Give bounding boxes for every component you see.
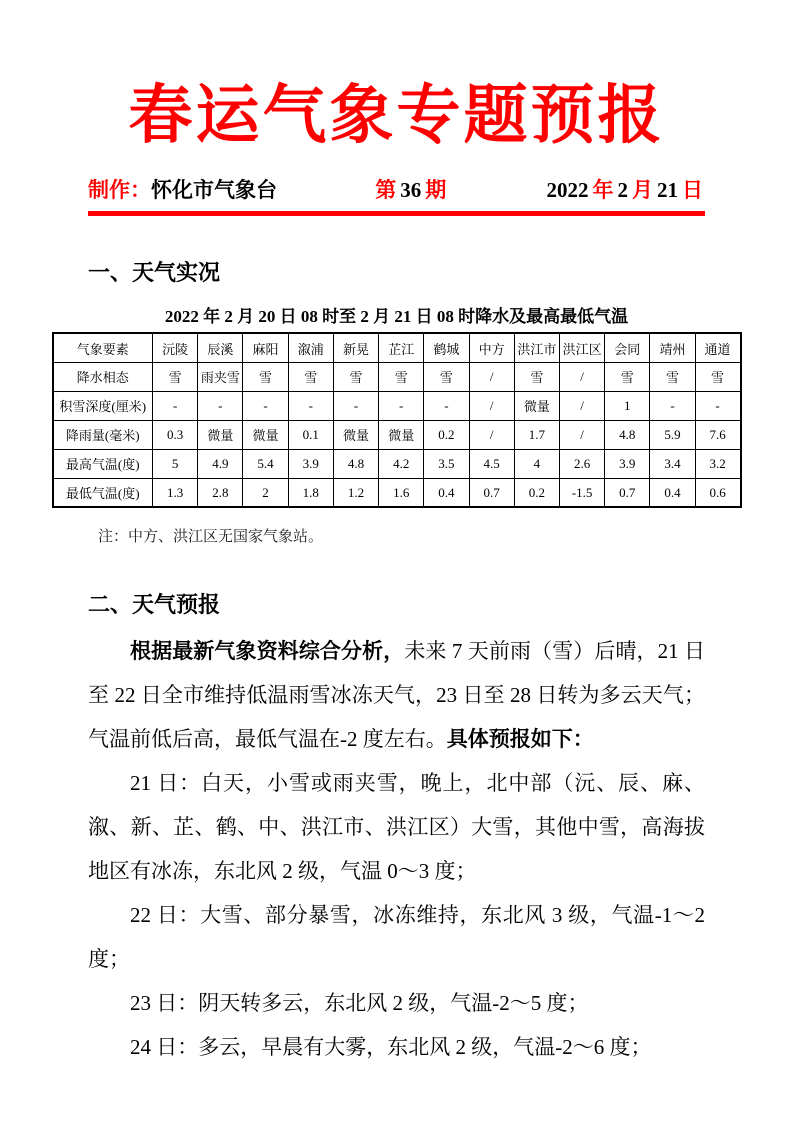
meta-row (88, 177, 705, 204)
data-cell: 0.4 (424, 478, 469, 507)
row-label-cell: 最低气温(度) (53, 478, 153, 507)
date-month: 2 (617, 177, 628, 202)
issue-number (373, 177, 448, 204)
data-cell: 3.9 (288, 449, 333, 478)
data-cell: 0.3 (153, 420, 198, 449)
header-cell: 靖州 (650, 333, 695, 362)
data-cell: 3.4 (650, 449, 695, 478)
table-row (53, 420, 741, 449)
section2-heading: 二、天气预报 (88, 592, 221, 618)
data-cell: 0.2 (514, 478, 559, 507)
data-cell: 5 (153, 449, 198, 478)
row-label-cell: 最高气温(度) (53, 449, 153, 478)
producer (88, 177, 277, 204)
data-cell: 0.4 (650, 478, 695, 507)
data-cell: 微量 (333, 420, 378, 449)
forecast-day-21: 21 日：白天，小雪或雨夹雪，晚上，北中部（沅、辰、麻、溆、新、芷、鹤、中、洪江市、洪江区）大雪，其他中雪，高海拔地区有冰冻，东北风 2 级，气温 0～3 度； (88, 770, 705, 883)
data-cell: 2.6 (559, 449, 604, 478)
data-cell: / (559, 420, 604, 449)
header-cell: 通道 (695, 333, 740, 362)
weather-table (52, 332, 742, 508)
header-cell: 鹤城 (424, 333, 469, 362)
data-cell: -1.5 (559, 478, 604, 507)
section1-heading: 一、天气实况 (88, 260, 221, 286)
header-cell: 洪江市 (514, 333, 559, 362)
data-cell: - (695, 391, 740, 420)
data-cell: 雪 (333, 362, 378, 391)
data-cell: 4 (514, 449, 559, 478)
data-cell: 微量 (198, 420, 243, 449)
data-cell: 3.9 (605, 449, 650, 478)
forecast-intro (88, 629, 705, 761)
date-month-unit: 月 (632, 177, 653, 202)
data-cell: / (469, 420, 514, 449)
table-row (53, 362, 741, 391)
table-note: 注：中方、洪江区无国家气象站。 (98, 529, 324, 546)
header-cell: 芷江 (379, 333, 424, 362)
data-cell: 0.2 (424, 420, 469, 449)
data-cell: 雪 (153, 362, 198, 391)
data-cell: 5.4 (243, 449, 288, 478)
header-cell: 沅陵 (153, 333, 198, 362)
data-cell: 1.7 (514, 420, 559, 449)
page-title: 春运气象专题预报 (128, 80, 665, 151)
header-cell: 溆浦 (288, 333, 333, 362)
header-cell: 辰溪 (198, 333, 243, 362)
data-cell: 1.8 (288, 478, 333, 507)
forecast-body (88, 629, 705, 1069)
table-header-row (53, 333, 741, 362)
header-cell: 麻阳 (243, 333, 288, 362)
date-year-unit: 年 (592, 177, 614, 202)
table-row (53, 391, 741, 420)
data-cell: 4.8 (605, 420, 650, 449)
data-cell: 2 (243, 478, 288, 507)
data-cell: 微量 (379, 420, 424, 449)
issue-date (545, 177, 706, 204)
table-section (52, 302, 742, 508)
data-cell: 2.8 (198, 478, 243, 507)
data-cell: 微量 (514, 391, 559, 420)
data-cell: 5.9 (650, 420, 695, 449)
header-cell: 会同 (605, 333, 650, 362)
header-cell: 洪江区 (559, 333, 604, 362)
data-cell: 0.7 (605, 478, 650, 507)
producer-label: 制作： (88, 177, 151, 202)
data-cell: 4.9 (198, 449, 243, 478)
data-cell: 1.2 (333, 478, 378, 507)
data-cell: 雪 (650, 362, 695, 391)
table-row (53, 449, 741, 478)
data-cell: 0.7 (469, 478, 514, 507)
data-cell: - (333, 391, 378, 420)
row-label-cell: 降雨量(毫米) (53, 420, 153, 449)
data-cell: 1.6 (379, 478, 424, 507)
forecast-intro-text: 未来 7 天前雨（雪）后晴，21 日至 22 日全市维持低温雨雪冰冻天气，23 日至 28 日转为多云天气；气温前低后高，最低气温在-2 度左右。 (88, 638, 706, 751)
data-cell: / (559, 362, 604, 391)
issue-suffix: 期 (425, 177, 447, 202)
issue-value: 36 (400, 177, 422, 202)
data-cell: - (288, 391, 333, 420)
data-cell: - (198, 391, 243, 420)
data-cell: 4.5 (469, 449, 514, 478)
row-label-cell: 降水相态 (53, 362, 153, 391)
date-day-unit: 日 (682, 177, 703, 202)
table-title: 2022 年 2 月 20 日 08 时至 2 月 21 日 08 时降水及最高最低气温 (164, 307, 629, 327)
data-cell: 1.3 (153, 478, 198, 507)
data-cell: 雪 (379, 362, 424, 391)
data-cell: 4.8 (333, 449, 378, 478)
data-cell: 微量 (243, 420, 288, 449)
data-cell: 雪 (288, 362, 333, 391)
row-label-cell: 积雪深度(厘米) (53, 391, 153, 420)
data-cell: / (469, 362, 514, 391)
issue-prefix: 第 (375, 177, 397, 202)
data-cell: - (153, 391, 198, 420)
date-year: 2022 (546, 177, 589, 202)
forecast-day-22: 22 日：大雪、部分暴雪，冰冻维持，东北风 3 级，气温-1～2 度； (88, 902, 705, 971)
data-cell: / (469, 391, 514, 420)
data-cell: 雪 (605, 362, 650, 391)
data-cell: - (379, 391, 424, 420)
data-cell: - (424, 391, 469, 420)
header-cell: 新晃 (333, 333, 378, 362)
header-cell: 中方 (469, 333, 514, 362)
table-row (53, 478, 741, 507)
data-cell: 0.6 (695, 478, 740, 507)
data-cell: 0.1 (288, 420, 333, 449)
date-day: 21 (657, 177, 678, 202)
forecast-day-23: 23 日：阴天转多云，东北风 2 级，气温-2～5 度； (130, 990, 589, 1015)
forecast-intro-tail: 具体预报如下： (446, 726, 594, 751)
data-cell: 雪 (424, 362, 469, 391)
data-cell: 3.2 (695, 449, 740, 478)
data-cell: 雪 (243, 362, 288, 391)
forecast-day-24: 24 日：多云，早晨有大雾，东北风 2 级，气温-2～6 度； (130, 1034, 652, 1059)
data-cell: 3.5 (424, 449, 469, 478)
data-cell: 雪 (695, 362, 740, 391)
data-cell: 7.6 (695, 420, 740, 449)
forecast-intro-lead: 根据最新气象资料综合分析， (130, 638, 405, 663)
data-cell: 4.2 (379, 449, 424, 478)
data-cell: / (559, 391, 604, 420)
data-cell: 雨夹雪 (198, 362, 243, 391)
data-cell: - (243, 391, 288, 420)
header-cell-label: 气象要素 (53, 333, 153, 362)
producer-name: 怀化市气象台 (151, 177, 277, 202)
data-cell: - (650, 391, 695, 420)
data-cell: 雪 (514, 362, 559, 391)
data-cell: 1 (605, 391, 650, 420)
header-divider (88, 211, 705, 216)
